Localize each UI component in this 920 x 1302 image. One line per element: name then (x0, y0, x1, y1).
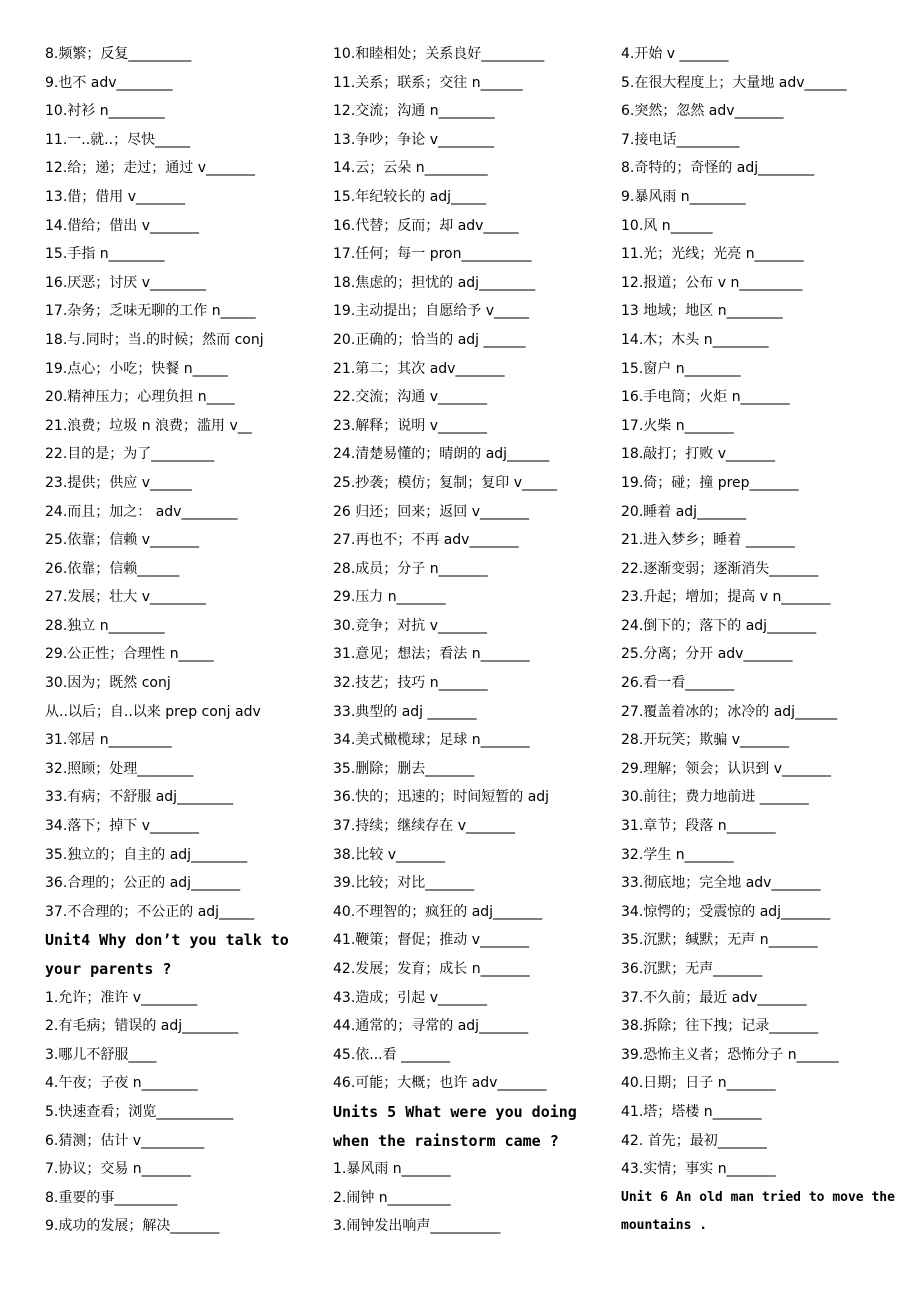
vocab-item: 3.哪儿不舒服____ (45, 1046, 157, 1063)
vocab-item: 39.恐怖主义者；恐怖分子 n______ (621, 1046, 839, 1063)
vocab-item: 33.彻底地；完全地 adv_______ (621, 875, 821, 892)
vocab-item: 19.倚；碰；撞 prep_______ (621, 474, 799, 491)
vocab-item: 24.而且；加之： adv________ (45, 503, 238, 520)
vocab-item: 3.闹钟发出响声__________ (333, 1218, 501, 1235)
vocab-item: 22.逐渐变弱；逐渐消失_______ (621, 560, 819, 577)
vocab-item: 28.开玩笑；欺骗 v_______ (621, 732, 789, 749)
column-1 (45, 40, 325, 1241)
vocab-item: 17.火柴 n_______ (621, 417, 734, 434)
unit-heading: your parents ? (45, 960, 172, 978)
vocab-item: 38.比较 v_______ (333, 846, 445, 863)
vocab-item: 27.再也不；不再 adv_______ (333, 532, 519, 549)
vocab-item: 6.突然；忽然 adv_______ (621, 103, 784, 120)
vocab-item: 36.快的；迅速的；时间短暂的 adj (333, 789, 550, 806)
vocab-item: 10.衬衫 n________ (45, 103, 165, 120)
vocab-item: 6.猜测；估计 v_________ (45, 1132, 205, 1149)
vocab-item: 28.成员；分子 n_______ (333, 560, 488, 577)
vocab-item: 1.允许；准许 v________ (45, 989, 198, 1006)
vocab-item: 37.持续；继续存在 v_______ (333, 818, 515, 835)
vocab-item: 17.任何；每一 pron__________ (333, 246, 532, 263)
vocab-item: 12.交流；沟通 n________ (333, 103, 495, 120)
vocab-item: 30.竞争；对抗 v_______ (333, 617, 487, 634)
vocab-item: 15.手指 n________ (45, 246, 165, 263)
column-3 (621, 40, 911, 1241)
vocab-item: 29.公正性；合理性 n_____ (45, 646, 214, 663)
vocab-item: 25.抄袭；模仿；复制；复印 v_____ (333, 474, 557, 491)
vocab-item: 26.看一看_______ (621, 675, 735, 692)
vocab-item: 29.理解；领会；认识到 v_______ (621, 760, 831, 777)
vocab-item: 24.倒下的；落下的 adj_______ (621, 617, 817, 634)
vocab-item: 20.精神压力；心理负担 n____ (45, 389, 235, 406)
vocab-item: 20.正确的；恰当的 adj ______ (333, 331, 526, 348)
vocab-item: 25.依靠；信赖 v_______ (45, 532, 199, 549)
vocab-item: 11.关系；联系；交往 n______ (333, 74, 523, 91)
vocab-item: 14.借给；借出 v_______ (45, 217, 199, 234)
vocab-item: 2.闹钟 n_________ (333, 1189, 451, 1206)
vocab-item: 34.美式橄榄球；足球 n_______ (333, 732, 530, 749)
vocab-item: 36.沉默；无声_______ (621, 961, 763, 977)
vocab-item: 11.一..就..；尽快_____ (45, 131, 191, 148)
vocab-item: 23.提供；供应 v______ (45, 474, 192, 491)
vocab-item: 17.杂务；乏味无聊的工作 n_____ (45, 303, 256, 320)
vocab-item: 32.照顾；处理________ (45, 760, 194, 777)
vocab-item: 9.成功的发展；解决_______ (45, 1218, 220, 1235)
vocab-item: 41.塔；塔楼 n_______ (621, 1103, 762, 1120)
vocab-item: 21.进入梦乡；睡着 _______ (621, 532, 795, 549)
vocab-item: 16.厌恶；讨厌 v________ (45, 274, 206, 291)
vocab-item: 19.主动提出；自愿给予 v_____ (333, 303, 529, 320)
vocab-item: 4.开始 v _______ (621, 46, 729, 62)
vocab-item: 16.代替；反而；却 adv_____ (333, 217, 519, 234)
vocab-item: 35.沉默；缄默；无声 n_______ (621, 932, 818, 949)
vocab-item: 42.发展；发育；成长 n_______ (333, 961, 530, 977)
vocab-item: 41.鞭策；督促；推动 v_______ (333, 932, 529, 949)
vocab-item: 27.覆盖着冰的；冰冷的 adj______ (621, 703, 838, 720)
vocab-item: 10.风 n______ (621, 217, 713, 234)
vocab-item: 18.与.同时；当.的时候；然而 conj (45, 331, 264, 348)
vocab-item: 27.发展；壮大 v________ (45, 589, 206, 606)
vocab-item: 32.学生 n_______ (621, 846, 734, 863)
vocab-item: 23.解释；说明 v_______ (333, 417, 487, 434)
vocab-item: 19.点心；小吃；快餐 n_____ (45, 360, 228, 377)
vocab-item: 22.目的是；为了_________ (45, 446, 215, 463)
unit-heading: Unit4 Why don’t you talk to (45, 931, 289, 950)
vocab-item: 9.也不 adv________ (45, 74, 173, 91)
vocab-item: 35.删除；删去_______ (333, 760, 475, 777)
vocab-item: 33.有病；不舒服 adj________ (45, 789, 234, 806)
vocab-item: 20.睡着 adj_______ (621, 503, 747, 520)
vocab-item: 26.依靠；信赖______ (45, 560, 180, 577)
vocab-item: 8.重要的事_________ (45, 1189, 178, 1206)
vocab-item: 4.午夜；子夜 n________ (45, 1075, 198, 1092)
vocab-item: 12.给；递；走过；通过 v_______ (45, 160, 255, 177)
vocab-item: 42. 首先；最初_______ (621, 1132, 767, 1149)
vocab-item: 5.在很大程度上；大量地 adv______ (621, 74, 847, 91)
vocab-item: 32.技艺；技巧 n_______ (333, 675, 488, 692)
vocab-item: 从..以后；自..以来 prep conj adv (45, 703, 261, 720)
vocab-item: 25.分离；分开 adv_______ (621, 646, 793, 663)
vocab-item: 40.不理智的；疯狂的 adj_______ (333, 903, 543, 920)
vocab-item: 39.比较；对比_______ (333, 875, 475, 892)
vocab-item: 35.独立的；自主的 adj________ (45, 846, 248, 863)
column-2 (333, 40, 613, 1241)
vocab-item: 30.因为；既然 conj (45, 675, 171, 692)
vocab-item: 8.奇特的；奇怪的 adj________ (621, 160, 815, 177)
vocab-item: 15.年纪较长的 adj_____ (333, 188, 487, 205)
vocab-item: 13.借；借用 v_______ (45, 188, 185, 205)
unit-heading: Units 5 What were you doing (333, 1102, 577, 1121)
vocab-item: 13 地域；地区 n________ (621, 303, 783, 320)
vocab-item: 7.接电话_________ (621, 131, 740, 148)
vocab-item: 24.清楚易懂的；晴朗的 adj______ (333, 446, 550, 463)
vocab-item: 5.快速查看；浏览___________ (45, 1103, 234, 1120)
unit-heading: mountains . (621, 1218, 708, 1234)
vocab-item: 37.不久前；最近 adv_______ (621, 989, 807, 1006)
vocab-item: 10.和睦相处；关系良好_________ (333, 46, 545, 62)
vocab-item: 7.协议；交易 n_______ (45, 1161, 191, 1178)
vocab-item: 23.升起；增加；提高 v n_______ (621, 589, 831, 606)
vocab-item: 30.前往；费力地前进 _______ (621, 789, 809, 806)
vocab-item: 31.意见；想法；看法 n_______ (333, 646, 530, 663)
vocab-item: 2.有毛病；错误的 adj________ (45, 1018, 239, 1035)
vocab-item: 22.交流；沟通 v_______ (333, 389, 487, 406)
vocab-item: 14.木；木头 n________ (621, 331, 769, 348)
vocab-item: 45.依...看 _______ (333, 1046, 451, 1063)
vocab-item: 16.手电筒；火炬 n_______ (621, 389, 790, 406)
vocab-item: 31.章节；段落 n_______ (621, 818, 776, 835)
vocab-item: 33.典型的 adj _______ (333, 703, 477, 720)
vocab-item: 12.报道；公布 v n_________ (621, 274, 803, 291)
vocab-item: 26 归还；回来；返回 v_______ (333, 503, 529, 520)
vocab-item: 9.暴风雨 n________ (621, 188, 746, 205)
vocab-item: 46.可能；大概；也许 adv_______ (333, 1075, 547, 1092)
vocab-item: 13.争吵；争论 v________ (333, 131, 494, 148)
vocab-item: 18.敲打；打败 v_______ (621, 446, 775, 463)
vocab-item: 21.浪费；垃圾 n 浪费；滥用 v__ (45, 417, 252, 434)
unit-heading: when the rainstorm came ? (333, 1131, 559, 1150)
vocab-item: 37.不合理的；不公正的 adj_____ (45, 903, 255, 920)
vocab-item: 36.合理的；公正的 adj_______ (45, 875, 241, 892)
vocab-item: 15.窗户 n________ (621, 360, 741, 377)
vocab-item: 1.暴风雨 n_______ (333, 1161, 451, 1178)
vocab-item: 44.通常的；寻常的 adj_______ (333, 1018, 529, 1035)
vocab-item: 29.压力 n_______ (333, 589, 446, 606)
vocab-item: 8.频繁；反复_________ (45, 46, 192, 62)
vocab-item: 31.邻居 n_________ (45, 732, 172, 749)
vocab-item: 43.实情；事实 n_______ (621, 1161, 776, 1178)
vocab-item: 34.惊愕的；受震惊的 adj_______ (621, 903, 831, 920)
vocab-item: 34.落下；掉下 v_______ (45, 818, 199, 835)
vocab-item: 14.云；云朵 n_________ (333, 160, 488, 177)
vocab-item: 40.日期；日子 n_______ (621, 1075, 776, 1092)
vocab-item: 38.拆除；往下拽；记录_______ (621, 1018, 819, 1035)
unit-heading: Unit 6 An old man tried to move the (621, 1189, 895, 1205)
vocab-item: 28.独立 n________ (45, 617, 165, 634)
vocab-item: 11.光；光线；光亮 n_______ (621, 246, 804, 263)
vocab-item: 18.焦虑的；担忧的 adj________ (333, 274, 536, 291)
vocab-item: 43.造成；引起 v_______ (333, 989, 487, 1006)
vocab-item: 21.第二；其次 adv_______ (333, 360, 505, 377)
